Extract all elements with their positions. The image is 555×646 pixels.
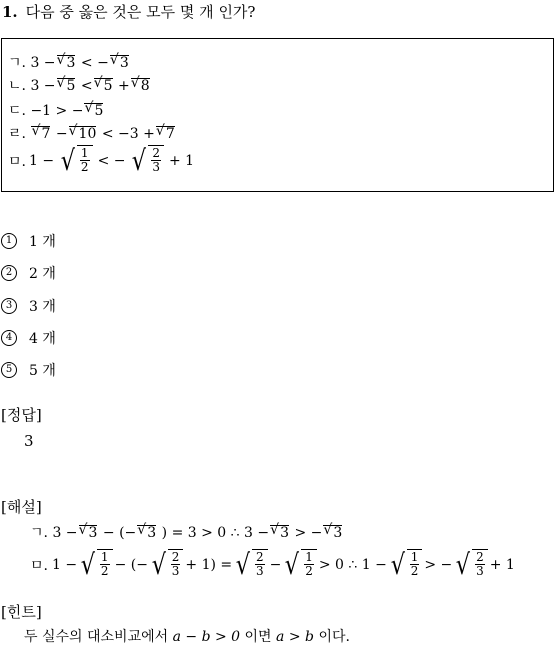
statement-label: ㄱ.	[30, 525, 48, 541]
sqrt-fraction: √ $\frac{1}{2}$	[283, 549, 316, 581]
numerator: 1	[305, 550, 313, 564]
statement-item	[8, 123, 176, 143]
choice-text: 1 개	[29, 234, 56, 250]
explanation-heading: [해설]	[1, 498, 42, 516]
choice-text: 3 개	[29, 299, 56, 315]
expr-text: 3 −	[30, 78, 56, 94]
expr-text: −	[55, 126, 68, 142]
denominator: 3	[476, 564, 484, 579]
circled-number-icon: 5	[1, 362, 17, 378]
expr-text: − (−	[102, 525, 137, 541]
denominator: 3	[256, 564, 264, 579]
statement-label: ㄱ.	[8, 55, 26, 71]
sqrt	[94, 78, 113, 94]
expr-text: <	[80, 78, 93, 94]
radicand: 5	[94, 103, 104, 119]
question-text: 다음 중 옳은 것은 모두 몇 개 인가?	[25, 3, 256, 21]
numerator: 1	[410, 550, 419, 564]
choice-1[interactable]	[1, 231, 56, 251]
numerator: 2	[171, 550, 180, 564]
sqrt	[270, 525, 289, 541]
denominator: 2	[80, 160, 89, 175]
sqrt-fraction: √ $\frac{1}{2}$	[389, 549, 422, 581]
expr-text: +	[118, 78, 130, 94]
expr-text: > 0 ∴ 1 −	[318, 557, 387, 573]
answer-value: 3	[24, 432, 34, 450]
choice-text: 2 개	[29, 266, 56, 282]
expr-text: + 1	[489, 557, 515, 573]
statement-item	[8, 52, 130, 72]
circled-number-icon: 4	[1, 330, 17, 346]
sqrt	[84, 103, 103, 119]
radicand: 3	[66, 55, 76, 71]
hint-expression: a − b > 0	[172, 629, 241, 645]
sqrt	[156, 126, 175, 142]
radicand: 5	[66, 78, 76, 94]
explanation-line-2	[30, 549, 515, 581]
circled-number-icon: 1	[1, 233, 17, 249]
expr-text: 1 −	[28, 153, 55, 169]
denominator: 2	[100, 564, 109, 579]
sqrt	[323, 525, 342, 541]
sqrt-fraction: √ $\frac{2}{3}$	[130, 145, 163, 177]
sqrt	[110, 55, 129, 71]
sqrt	[79, 525, 98, 541]
choice-text: 4 개	[29, 331, 56, 347]
radicand: 3	[119, 55, 129, 71]
statement-label: ㄷ.	[8, 103, 26, 119]
expr-text: ) = 3 > 0 ∴ 3 −	[161, 525, 270, 541]
circled-number-icon: 3	[1, 298, 17, 314]
expr-text: > −	[294, 525, 323, 541]
radicand: 7	[165, 126, 175, 142]
radicand: 5	[103, 78, 113, 94]
statement-label: ㄴ.	[8, 78, 26, 94]
hint-text-part: 이다.	[318, 629, 350, 645]
numerator: 2	[476, 550, 484, 564]
numerator: 1	[80, 146, 89, 160]
sqrt	[131, 78, 150, 94]
statement-item	[8, 100, 104, 120]
radicand: 3	[88, 525, 98, 541]
choice-5[interactable]	[1, 360, 56, 380]
sqrt-fraction: √ $\frac{1}{2}$	[59, 145, 92, 177]
denominator: 3	[171, 564, 180, 579]
hint-heading: [힌트]	[1, 603, 42, 621]
hint-text	[24, 626, 350, 646]
sqrt	[57, 78, 76, 94]
denominator: 2	[410, 564, 419, 579]
radicand: 10	[78, 126, 97, 142]
radicand: 7	[41, 126, 51, 142]
radicand: 3	[147, 525, 157, 541]
explanation-line-1	[30, 522, 343, 542]
numerator: 2	[256, 550, 264, 564]
choice-2[interactable]	[1, 263, 56, 283]
sqrt-fraction: √ $\frac{2}{3}$	[454, 549, 487, 581]
hint-text-part: 두 실수의 대소비교에서	[24, 629, 169, 645]
expr-text: + 1	[168, 153, 195, 169]
hint-text-part: 이면	[244, 629, 272, 645]
denominator: 3	[152, 160, 160, 175]
expr-text: < −	[80, 55, 109, 71]
expr-text: + 1) =	[185, 557, 233, 573]
denominator: 2	[305, 564, 313, 579]
expr-text: < −3 +	[101, 126, 155, 142]
expr-text: −	[269, 557, 282, 573]
expr-text: −1 > −	[30, 103, 84, 119]
sqrt	[57, 55, 76, 71]
expr-text: 1 −	[51, 557, 78, 573]
expr-text: 3 −	[52, 525, 78, 541]
answer-heading: [정답]	[1, 406, 42, 424]
sqrt-fraction: √ $\frac{2}{3}$	[234, 549, 267, 581]
radicand: 3	[333, 525, 343, 541]
statement-label: ㅁ.	[30, 558, 48, 574]
statement-box	[1, 38, 554, 192]
choice-4[interactable]	[1, 328, 56, 348]
statement-label: ㅁ.	[8, 154, 26, 170]
choice-3[interactable]	[1, 296, 56, 316]
circled-number-icon: 2	[1, 265, 17, 281]
question-title	[2, 1, 255, 22]
statement-label: ㄹ.	[8, 126, 26, 142]
sqrt-fraction: √ $\frac{1}{2}$	[79, 549, 112, 581]
sqrt	[137, 525, 156, 541]
expr-text: 3 −	[30, 55, 56, 71]
expr-text: > −	[424, 557, 453, 573]
radicand: 8	[140, 78, 150, 94]
choice-text: 5 개	[29, 363, 56, 379]
numerator: 1	[100, 550, 109, 564]
statement-item	[8, 145, 194, 177]
sqrt	[31, 126, 50, 142]
numerator: 2	[152, 146, 160, 160]
statement-item	[8, 75, 151, 95]
sqrt	[69, 126, 97, 142]
expr-text: < −	[97, 153, 126, 169]
hint-expression: a > b	[276, 629, 314, 645]
expr-text: − (−	[114, 557, 148, 573]
sqrt-fraction: √ $\frac{2}{3}$	[150, 549, 183, 581]
radicand: 3	[280, 525, 290, 541]
question-number: 1.	[2, 3, 18, 21]
